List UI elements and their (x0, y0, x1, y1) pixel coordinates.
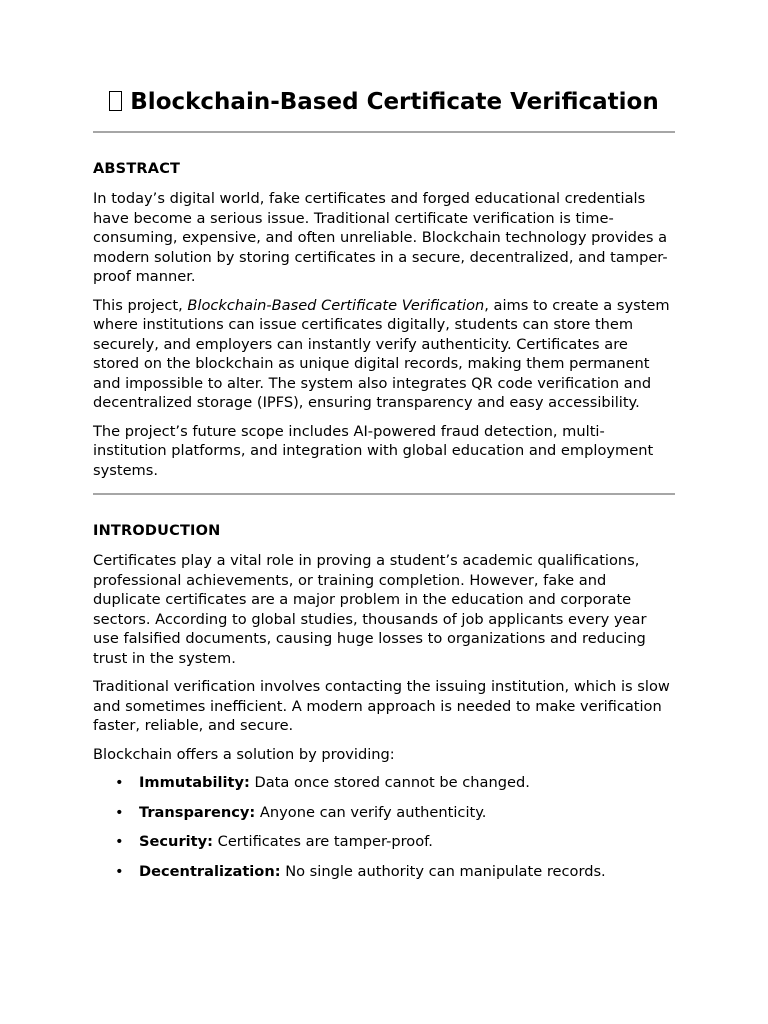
bullet-icon: • (115, 803, 124, 821)
list-item (93, 862, 675, 882)
abstract-paragraph-3: The project’s future scope includes AI-powered fraud detection, multi-institution platforms, and integration with global education and employment systems. (93, 422, 654, 479)
list-item (93, 773, 675, 793)
bullet-icon: • (115, 833, 124, 850)
list-item (93, 832, 675, 852)
list-item-label: Decentralization: (139, 862, 281, 880)
list-item-label: Immutability: (139, 774, 250, 791)
missing-glyph-box-icon (109, 91, 122, 111)
list-item-text: No single authority can manipulate records. (280, 862, 606, 880)
section-divider (93, 493, 675, 495)
list-item-label: Security: (139, 833, 213, 850)
bullet-icon: • (115, 862, 124, 880)
list-item-text: Data once stored cannot be changed. (249, 774, 530, 791)
bullet-icon: • (115, 774, 124, 791)
introduction-paragraph-1: Certificates play a vital role in proving a student’s academic qualifications, professional achievements, or training completion. However, fake and duplicate certificates are a major problem in the education and corporate sectors. According to global studies, thousands of job applicants every year use falsified documents, causing huge losses to organizations and reducing trust in the system. (93, 552, 647, 667)
abstract-paragraph-2 (93, 296, 675, 413)
abstract-p2-lead: This project, (93, 296, 188, 314)
introduction-paragraph-2: Traditional verification involves contacting the issuing institution, which is slow and sometimes inefficient. A modern approach is needed to make verification faster, reliable, and secure. (93, 678, 670, 734)
list-item-label: Transparency: (139, 803, 256, 821)
document-title (93, 86, 675, 118)
section-divider (93, 131, 675, 133)
list-item-text: Certificates are tamper-proof. (212, 833, 433, 850)
document-title-text: Blockchain-Based Certificate Verification (130, 89, 659, 115)
introduction-paragraph-3: Blockchain offers a solution by providing: (93, 745, 395, 763)
abstract-p2-rest: , aims to create a system where institutions can issue certificates digitally, students can store them securely, and employers can instantly verify authenticity. Certificates are stored on the blockchain as unique digital records, making them permanent and impossible to alter. The system also integrates QR code verification and decentralized storage (IPFS), ensuring transparency and easy accessibility. (93, 296, 670, 411)
benefits-list (93, 773, 675, 881)
introduction-heading: INTRODUCTION (93, 523, 221, 539)
abstract-heading: ABSTRACT (93, 161, 181, 177)
abstract-paragraph-1: In today’s digital world, fake certificates and forged educational credentials have become a serious issue. Traditional certificate verification is time-consuming, expensive, and often unreliable. Blockchain technology provides a modern solution by storing certificates in a secure, decentralized, and tamper-proof manner. (93, 190, 668, 285)
list-item-text: Anyone can verify authenticity. (255, 803, 487, 821)
list-item (93, 803, 675, 823)
project-name-italic: Blockchain-Based Certificate Verification (187, 296, 485, 314)
